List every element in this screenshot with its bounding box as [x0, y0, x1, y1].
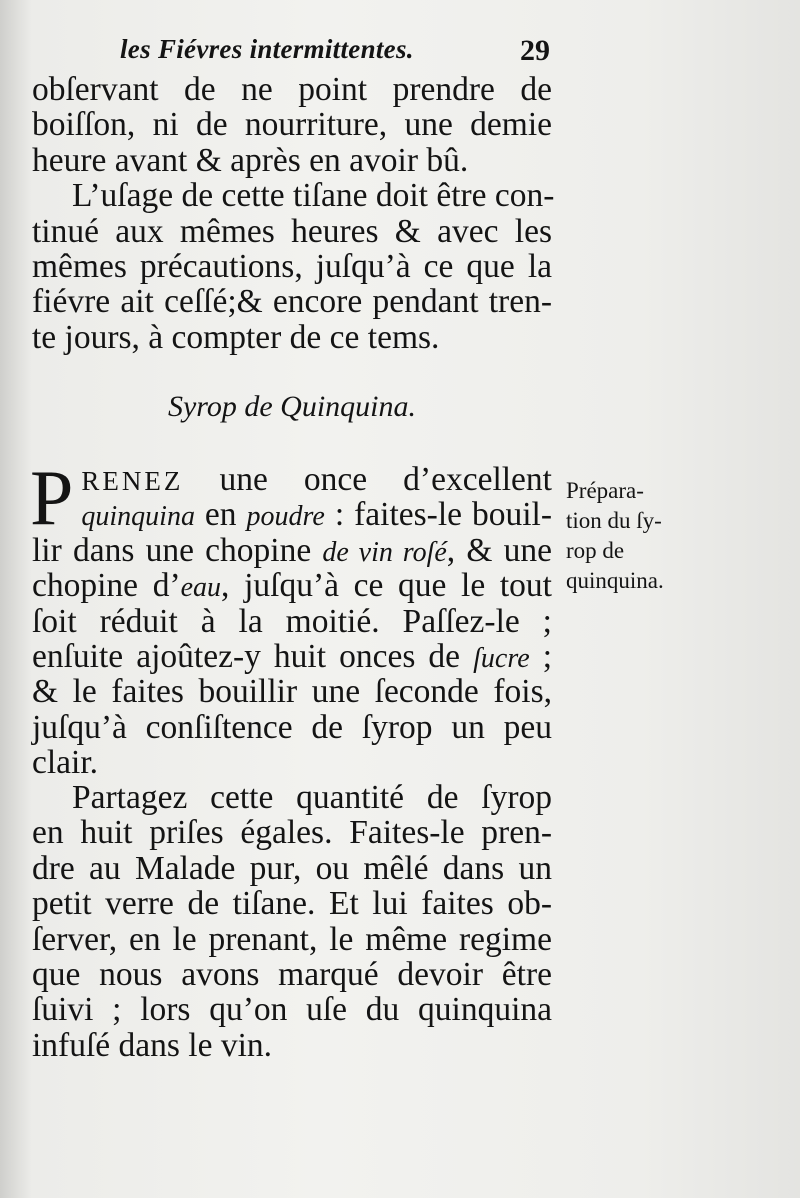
- text-line: ſoit réduit à la moitié. Paſſez-le ;: [32, 602, 552, 640]
- page-header: [120, 34, 550, 74]
- running-title: les Fiévres intermittentes.: [120, 34, 414, 64]
- text-line: petit verre de tiſane. Et lui faites ob-: [32, 885, 552, 923]
- paragraph-continuation: [32, 71, 555, 356]
- text-line: obſervant de ne point prendre de: [32, 71, 552, 108]
- text-line: clair.: [32, 744, 99, 782]
- text-line: quinquina en poudre : faites-le bouil-: [81, 496, 552, 534]
- text-line: RENEZ une once d’excellent: [81, 461, 552, 498]
- text-line: ſerver, en le prenant, le même regime: [32, 920, 552, 958]
- text-line: chopine d’eau, juſqu’à ce que le tout: [32, 567, 552, 605]
- recipe-paragraph: [30, 454, 552, 782]
- text-line: infuſé dans le vin.: [32, 1026, 273, 1064]
- text-line: que nous avons marqué devoir être: [32, 955, 552, 993]
- margin-note: [566, 476, 686, 596]
- page-number: 29: [520, 34, 550, 67]
- text-line: Partagez cette quantité de ſyrop: [72, 779, 552, 816]
- text-line: te jours, à compter de ce tems.: [32, 318, 440, 356]
- text-line: heure avant & après en avoir bû.: [32, 141, 469, 179]
- text-line: tinué aux mêmes heures & avec les: [32, 212, 552, 250]
- margin-note-line: quinquina.: [566, 568, 664, 593]
- text-line: & le faites bouillir une ſeconde fois,: [32, 673, 552, 711]
- text-line: dre au Malade pur, ou mêlé dans un: [32, 849, 552, 887]
- margin-note-line: Prépara-: [566, 478, 644, 503]
- text-line: boiſſon, ni de nourriture, une demie: [32, 106, 552, 144]
- first-word: RENEZ: [81, 466, 184, 496]
- margin-note-line: tion du ſy-: [566, 508, 662, 533]
- text-line: L’uſage de cette tiſane doit être con-: [72, 177, 555, 215]
- dosage-paragraph: [32, 780, 552, 1063]
- text-line: juſqu’à conſiſtence de ſyrop un peu: [32, 708, 552, 746]
- margin-note-line: rop de: [566, 538, 625, 563]
- text-line: fiévre ait ceſſé;& encore pendant tren-: [32, 283, 552, 321]
- section-heading: Syrop de Quinquina.: [167, 390, 417, 423]
- text-line: lir dans une chopine de vin roſé, & une: [32, 531, 552, 569]
- text-line: en huit priſes égales. Faites-le pren-: [32, 814, 552, 852]
- text-line: enſuite ajoûtez-y huit onces de ſucre ;: [32, 637, 552, 675]
- drop-cap: P: [30, 454, 74, 541]
- text-line: ſuivi ; lors qu’on uſe du quinquina: [32, 991, 552, 1029]
- text-line: mêmes précautions, juſqu’à ce que la: [32, 247, 552, 285]
